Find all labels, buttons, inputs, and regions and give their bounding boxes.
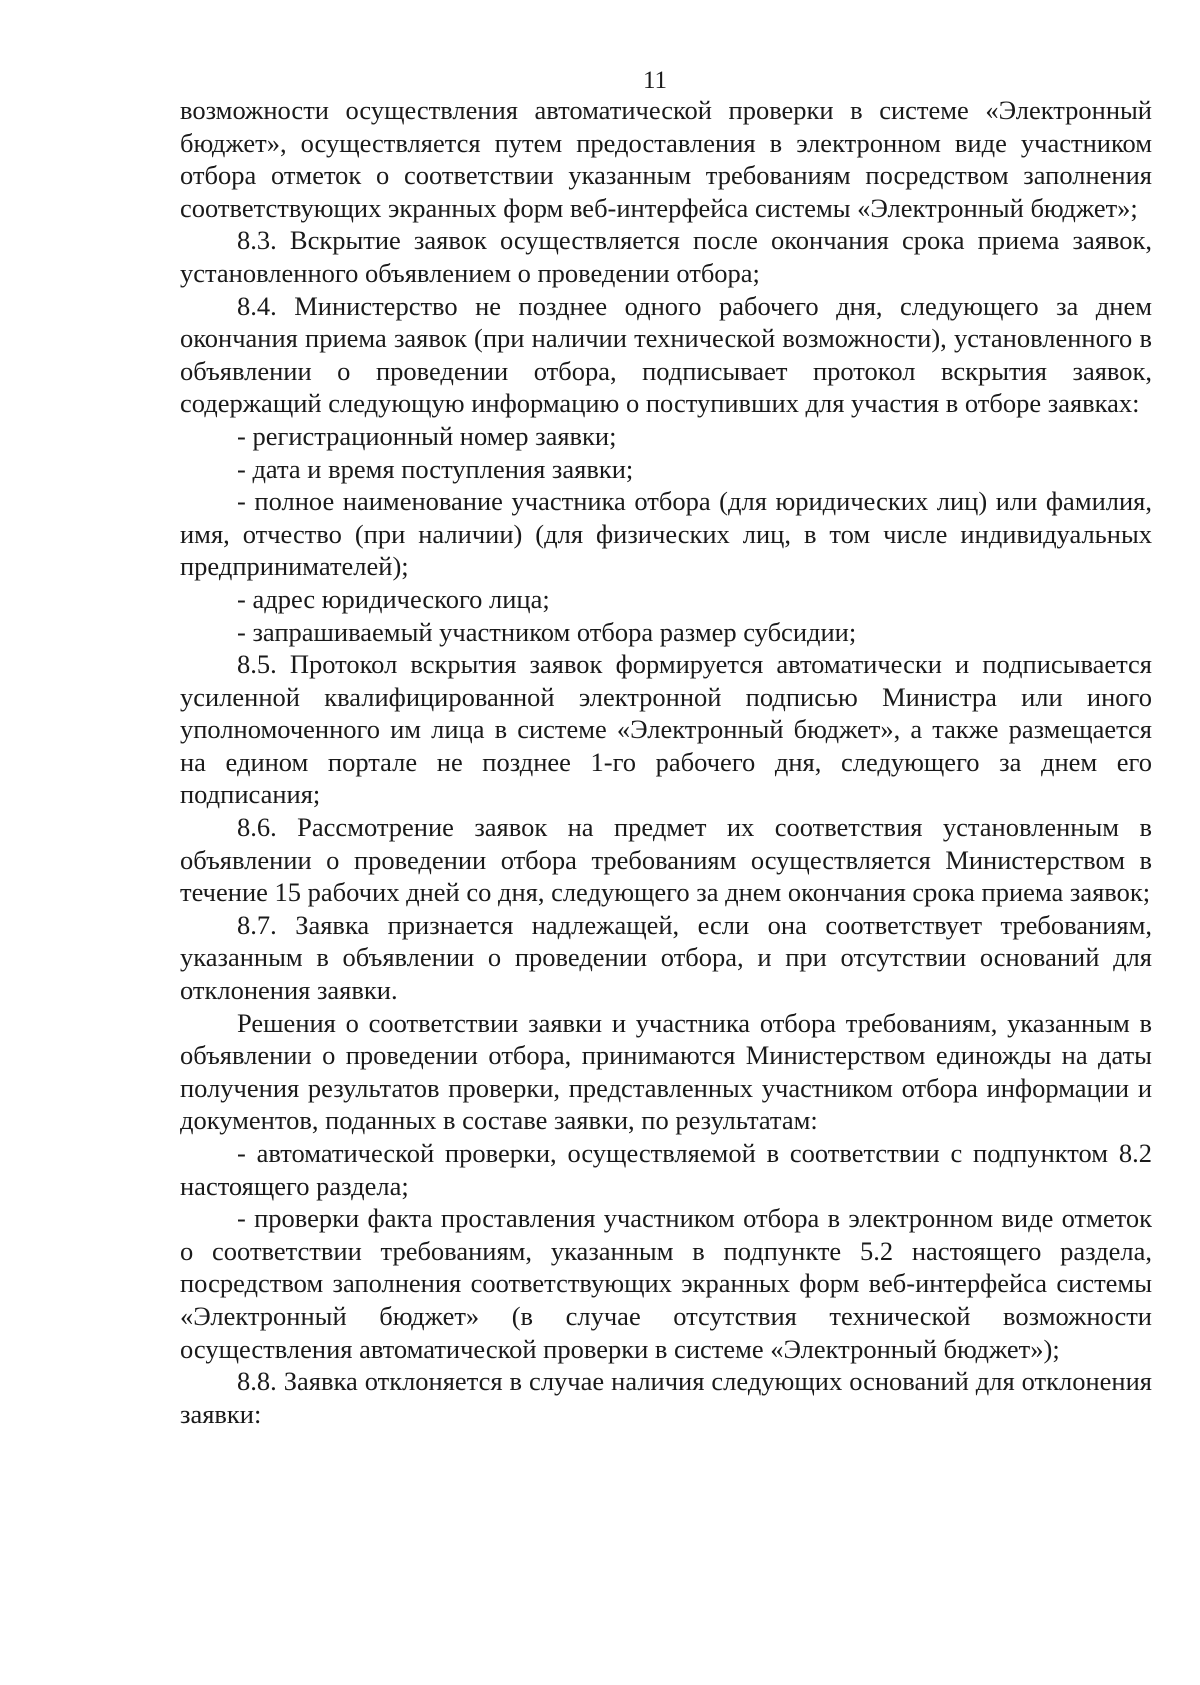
paragraph-continuation: возможности осуществления автоматической проверки в системе «Электронный бюджет», осуществляется путем предоставления в электронном виде участником отбора отметок о соответствии указанным требованиям посредством заполнения соответствующих экранных форм веб-интерфейса системы «Электронный бюджет»; (180, 95, 1152, 223)
paragraph-8-8: 8.8. Заявка отклоняется в случае наличия следующих оснований для отклонения заявки: (180, 1366, 1152, 1429)
paragraph-decisions: Решения о соответствии заявки и участника отбора требованиям, указанным в объявлении о проведении отбора, принимаются Министерством единожды на даты получения результатов проверки, представленных участником отбора информации и документов, поданных в составе заявки, по результатам: (180, 1007, 1152, 1136)
list-item-registration-number: - регистрационный номер заявки; (237, 420, 617, 451)
list-item-manual-check: - проверки факта проставления участником отбора в электронном виде отметок о соответствии требованиям, указанным в подпункте 5.2 настоящего раздела, посредством заполнения соответствующих экранных форм веб-интерфейса системы «Электронный бюджет» (в случае отсутствия технической возможности осуществления автоматической проверки в системе «Электронный бюджет»); (180, 1203, 1152, 1364)
paragraph-8-3: 8.3. Вскрытие заявок осуществляется после окончания срока приема заявок, установленного объявлением о проведении отбора; (180, 225, 1152, 288)
paragraph-8-7: 8.7. Заявка признается надлежащей, если она соответствует требованиям, указанным в объявлении о проведении отбора, и при отсутствии оснований для отклонения заявки. (180, 909, 1152, 1006)
paragraph-8-4: 8.4. Министерство не позднее одного рабочего дня, следующего за днем окончания приема заявок (при наличии технической возможности), установленного в объявлении о проведении отбора, подписывает протокол вскрытия заявок, содержащий следующую информацию о поступивших для участия в отборе заявках: (180, 290, 1152, 419)
document-body (180, 94, 1152, 1430)
paragraph-8-6: 8.6. Рассмотрение заявок на предмет их соответствия установленным в объявлении о проведении отбора требованиям осуществляется Министерством в течение 15 рабочих дней со дня, следующего за днем окончания срока приема заявок; (180, 812, 1152, 908)
list-item-address: - адрес юридического лица; (237, 583, 550, 614)
list-item-automatic-check: - автоматической проверки, осуществляемой в соответствии с подпунктом 8.2 настоящего раздела; (180, 1138, 1152, 1201)
list-item-subsidy-amount: - запрашиваемый участником отбора размер субсидии; (237, 616, 857, 647)
list-item-date-time: - дата и время поступления заявки; (237, 453, 634, 484)
page-number: 11 (642, 67, 668, 94)
paragraph-8-5: 8.5. Протокол вскрытия заявок формируется автоматически и подписывается усиленной квалифицированной электронной подписью Министра или иного уполномоченного им лица в системе «Электронный бюджет», а также размещается на едином портале не позднее 1-го рабочего дня, следующего за днем его подписания; (180, 649, 1152, 810)
list-item-full-name: - полное наименование участника отбора (для юридических лиц) или фамилия, имя, отчество (при наличии) (для физических лиц, в том числе индивидуальных предпринимателей); (180, 486, 1152, 582)
